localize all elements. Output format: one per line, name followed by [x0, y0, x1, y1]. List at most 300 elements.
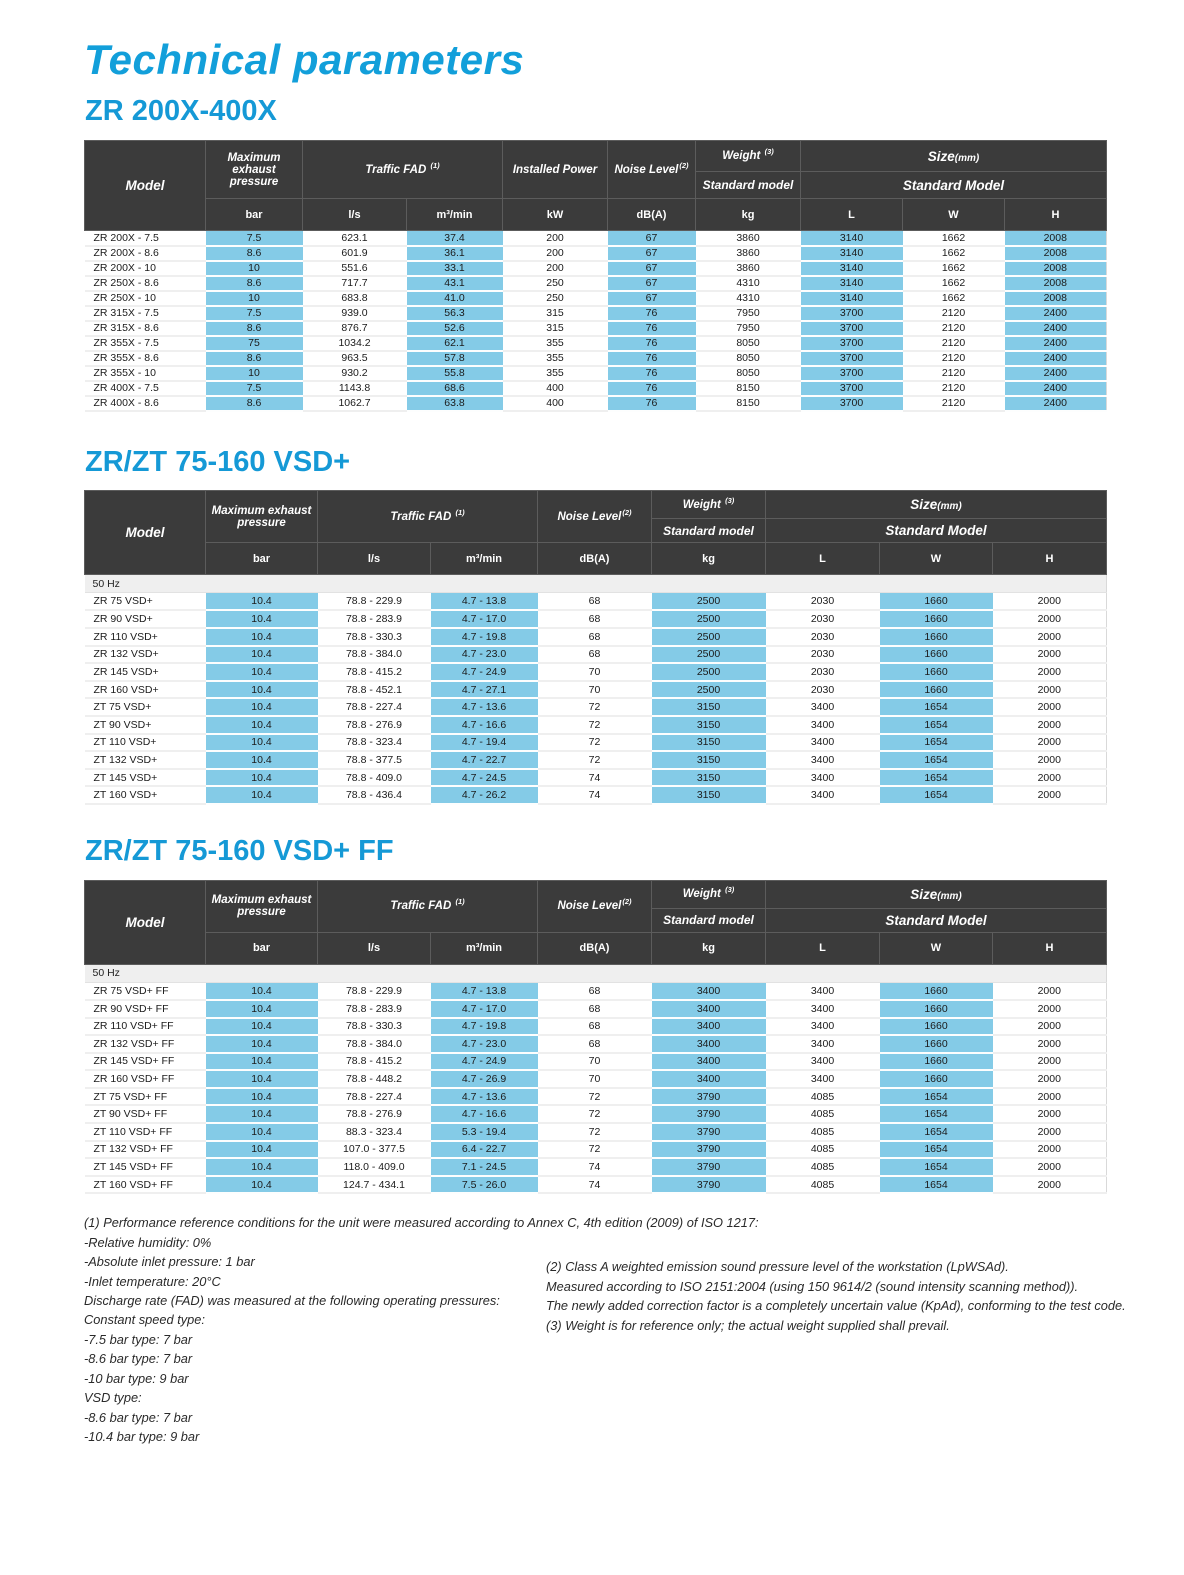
value-cell: 8050	[696, 366, 801, 381]
size-unit-label: (mm)	[954, 152, 980, 164]
frequency-label: 50 Hz	[85, 575, 1107, 593]
value-cell: 3400	[766, 1053, 880, 1071]
frequency-band	[85, 964, 1107, 982]
value-cell: 1660	[880, 1070, 993, 1088]
value-cell: 2400	[1005, 396, 1107, 411]
table-row	[85, 336, 1107, 351]
unit-l: L	[801, 199, 903, 231]
value-cell: 10.4	[206, 734, 318, 752]
value-cell: 10.4	[206, 610, 318, 628]
value-cell: 76	[608, 336, 696, 351]
value-cell: 8050	[696, 351, 801, 366]
value-cell: 4.7 - 22.7	[431, 751, 538, 769]
value-cell: 10	[206, 261, 303, 276]
value-cell: 3790	[652, 1141, 766, 1159]
value-cell: 1662	[903, 276, 1005, 291]
value-cell: 8.6	[206, 321, 303, 336]
footnote-line: (1) Performance reference conditions for the unit were measured according to Annex C, 4th edition (2009) of ISO 1217:	[84, 1215, 759, 1231]
footnote-ref-3: (3)	[764, 147, 774, 157]
value-cell: 963.5	[303, 351, 407, 366]
value-cell: 2400	[1005, 336, 1107, 351]
size-label: Size	[910, 497, 938, 513]
value-cell: 355	[503, 351, 608, 366]
traffic-fad-header	[318, 491, 538, 543]
value-cell: 3150	[652, 769, 766, 787]
footnote-line: -8.6 bar type: 7 bar	[84, 1409, 193, 1425]
value-cell: 10.4	[206, 982, 318, 1000]
table-body	[85, 982, 1107, 1193]
value-cell: 2000	[993, 1018, 1107, 1036]
value-cell: 2030	[766, 610, 880, 628]
footnote-line: VSD type:	[84, 1390, 142, 1406]
value-cell: 78.8 - 330.3	[318, 628, 431, 646]
value-cell: 78.8 - 276.9	[318, 1105, 431, 1123]
value-cell: 1660	[880, 1053, 993, 1071]
value-cell: 2500	[652, 681, 766, 699]
footnote-ref-3: (3)	[725, 885, 735, 895]
value-cell: 3150	[652, 734, 766, 752]
value-cell: 355	[503, 366, 608, 381]
value-cell: 4.7 - 17.0	[431, 1000, 538, 1018]
traffic-fad-label: Traffic FAD	[390, 510, 452, 523]
value-cell: 10	[206, 291, 303, 306]
value-cell: 10.4	[206, 1123, 318, 1141]
section-title-zrzt-75-160-vsd-ff: ZR/ZT 75-160 VSD+ FF	[85, 835, 394, 868]
value-cell: 67	[608, 246, 696, 261]
value-cell: 10.4	[206, 628, 318, 646]
unit-dba: dB(A)	[608, 199, 696, 231]
model-cell: ZR 200X - 7.5	[85, 231, 206, 246]
value-cell: 1660	[880, 628, 993, 646]
model-cell: ZR 145 VSD+	[85, 663, 206, 681]
unit-kg: kg	[652, 543, 766, 575]
value-cell: 7.1 - 24.5	[431, 1158, 538, 1176]
value-cell: 1654	[880, 786, 993, 804]
weight-label: Weight	[682, 888, 721, 901]
value-cell: 2030	[766, 593, 880, 611]
value-cell: 10.4	[206, 1176, 318, 1194]
value-cell: 7950	[696, 306, 801, 321]
value-cell: 8.6	[206, 351, 303, 366]
value-cell: 3140	[801, 261, 903, 276]
value-cell: 1660	[880, 1000, 993, 1018]
model-cell: ZT 110 VSD+	[85, 734, 206, 752]
value-cell: 2500	[652, 593, 766, 611]
value-cell: 4.7 - 16.6	[431, 716, 538, 734]
value-cell: 3400	[766, 982, 880, 1000]
value-cell: 74	[538, 1158, 652, 1176]
value-cell: 1660	[880, 1035, 993, 1053]
weight-standard-model-header: Standard model	[652, 908, 766, 932]
value-cell: 4.7 - 13.6	[431, 698, 538, 716]
model-cell: ZT 160 VSD+ FF	[85, 1176, 206, 1194]
value-cell: 3790	[652, 1123, 766, 1141]
value-cell: 68	[538, 982, 652, 1000]
value-cell: 1654	[880, 734, 993, 752]
value-cell: 10.4	[206, 1088, 318, 1106]
value-cell: 70	[538, 1053, 652, 1071]
value-cell: 78.8 - 283.9	[318, 1000, 431, 1018]
value-cell: 78.8 - 452.1	[318, 681, 431, 699]
value-cell: 601.9	[303, 246, 407, 261]
value-cell: 3400	[766, 1018, 880, 1036]
unit-w: W	[903, 199, 1005, 231]
value-cell: 3140	[801, 231, 903, 246]
value-cell: 4.7 - 24.5	[431, 769, 538, 787]
value-cell: 78.8 - 415.2	[318, 1053, 431, 1071]
value-cell: 10.4	[206, 1158, 318, 1176]
footnote-line: -Relative humidity: 0%	[84, 1234, 212, 1250]
model-cell: ZR 315X - 7.5	[85, 306, 206, 321]
value-cell: 3400	[766, 698, 880, 716]
value-cell: 3150	[652, 786, 766, 804]
value-cell: 78.8 - 276.9	[318, 716, 431, 734]
model-cell: ZR 160 VSD+ FF	[85, 1070, 206, 1088]
model-cell: ZR 145 VSD+ FF	[85, 1053, 206, 1071]
value-cell: 3700	[801, 306, 903, 321]
footnote-line: -8.6 bar type: 7 bar	[84, 1351, 193, 1367]
traffic-fad-header	[318, 880, 538, 932]
table-row	[85, 261, 1107, 276]
value-cell: 67	[608, 231, 696, 246]
value-cell: 1662	[903, 261, 1005, 276]
traffic-fad-header	[303, 141, 503, 199]
value-cell: 3860	[696, 246, 801, 261]
model-cell: ZR 355X - 10	[85, 366, 206, 381]
value-cell: 4.7 - 13.6	[431, 1088, 538, 1106]
value-cell: 68	[538, 628, 652, 646]
value-cell: 76	[608, 306, 696, 321]
value-cell: 4310	[696, 276, 801, 291]
value-cell: 2500	[652, 663, 766, 681]
value-cell: 4.7 - 24.9	[431, 1053, 538, 1071]
unit-dba: dB(A)	[538, 543, 652, 575]
value-cell: 1654	[880, 698, 993, 716]
footnote-line: -Inlet temperature: 20°C	[84, 1273, 221, 1289]
value-cell: 2120	[903, 366, 1005, 381]
value-cell: 68	[538, 1035, 652, 1053]
units-row	[85, 199, 1107, 231]
value-cell: 551.6	[303, 261, 407, 276]
value-cell: 7.5	[206, 306, 303, 321]
value-cell: 3400	[766, 1000, 880, 1018]
value-cell: 2000	[993, 1141, 1107, 1159]
value-cell: 3700	[801, 396, 903, 411]
value-cell: 3400	[652, 1070, 766, 1088]
noise-level-label: Noise Level	[557, 510, 622, 523]
weight-standard-model-header: Standard model	[696, 172, 801, 199]
model-cell: ZR 90 VSD+	[85, 610, 206, 628]
value-cell: 10.4	[206, 1141, 318, 1159]
value-cell: 5.3 - 19.4	[431, 1123, 538, 1141]
value-cell: 52.6	[407, 321, 503, 336]
value-cell: 2000	[993, 628, 1107, 646]
value-cell: 118.0 - 409.0	[318, 1158, 431, 1176]
value-cell: 4.7 - 17.0	[431, 610, 538, 628]
value-cell: 76	[608, 321, 696, 336]
table-row	[85, 716, 1107, 734]
value-cell: 3700	[801, 321, 903, 336]
value-cell: 3140	[801, 276, 903, 291]
value-cell: 8150	[696, 381, 801, 396]
frequency-label: 50 Hz	[85, 964, 1107, 982]
value-cell: 2030	[766, 663, 880, 681]
size-label: Size	[927, 148, 955, 164]
value-cell: 10.4	[206, 1070, 318, 1088]
value-cell: 78.8 - 377.5	[318, 751, 431, 769]
model-cell: ZR 250X - 8.6	[85, 276, 206, 291]
page-title: Technical parameters	[84, 36, 525, 83]
spec-table-zrzt-75-160-vsd	[84, 490, 1107, 805]
footnote-line: -7.5 bar type: 7 bar	[84, 1331, 193, 1347]
value-cell: 355	[503, 336, 608, 351]
table-row	[85, 1018, 1107, 1036]
value-cell: 41.0	[407, 291, 503, 306]
value-cell: 8150	[696, 396, 801, 411]
value-cell: 2000	[993, 751, 1107, 769]
value-cell: 10.4	[206, 786, 318, 804]
table-row	[85, 663, 1107, 681]
max-exhaust-pressure-header: Maximum exhaust pressure	[206, 141, 303, 199]
value-cell: 3700	[801, 351, 903, 366]
value-cell: 2008	[1005, 261, 1107, 276]
value-cell: 3700	[801, 366, 903, 381]
value-cell: 10	[206, 366, 303, 381]
unit-w: W	[880, 932, 993, 964]
value-cell: 56.3	[407, 306, 503, 321]
value-cell: 3400	[766, 1035, 880, 1053]
value-cell: 4085	[766, 1158, 880, 1176]
footnote-line: Constant speed type:	[84, 1312, 205, 1328]
size-header	[766, 491, 1107, 519]
weight-header	[652, 491, 766, 519]
model-column-header: Model	[85, 141, 206, 231]
value-cell: 10.4	[206, 751, 318, 769]
value-cell: 4.7 - 27.1	[431, 681, 538, 699]
value-cell: 4085	[766, 1141, 880, 1159]
model-cell: ZT 110 VSD+ FF	[85, 1123, 206, 1141]
value-cell: 1654	[880, 769, 993, 787]
table-row	[85, 593, 1107, 611]
model-cell: ZT 90 VSD+	[85, 716, 206, 734]
model-cell: ZR 90 VSD+ FF	[85, 1000, 206, 1018]
value-cell: 250	[503, 276, 608, 291]
table-row	[85, 1158, 1107, 1176]
value-cell: 78.8 - 323.4	[318, 734, 431, 752]
noise-level-header	[538, 880, 652, 932]
table-row	[85, 351, 1107, 366]
table-row	[85, 276, 1107, 291]
value-cell: 2000	[993, 1105, 1107, 1123]
value-cell: 37.4	[407, 231, 503, 246]
value-cell: 67	[608, 261, 696, 276]
value-cell: 67	[608, 276, 696, 291]
model-cell: ZR 355X - 7.5	[85, 336, 206, 351]
table-row	[85, 291, 1107, 306]
table-row	[85, 698, 1107, 716]
value-cell: 68	[538, 646, 652, 664]
model-cell: ZR 400X - 7.5	[85, 381, 206, 396]
value-cell: 74	[538, 786, 652, 804]
value-cell: 1660	[880, 681, 993, 699]
value-cell: 3140	[801, 246, 903, 261]
value-cell: 200	[503, 261, 608, 276]
model-cell: ZR 75 VSD+	[85, 593, 206, 611]
footnote-ref-2: (2)	[622, 897, 632, 907]
value-cell: 2000	[993, 663, 1107, 681]
value-cell: 74	[538, 1176, 652, 1194]
table-row	[85, 1000, 1107, 1018]
value-cell: 1662	[903, 231, 1005, 246]
value-cell: 2120	[903, 336, 1005, 351]
unit-bar: bar	[206, 932, 318, 964]
value-cell: 67	[608, 291, 696, 306]
value-cell: 2120	[903, 306, 1005, 321]
value-cell: 3860	[696, 261, 801, 276]
table-row	[85, 681, 1107, 699]
value-cell: 72	[538, 1105, 652, 1123]
value-cell: 2000	[993, 716, 1107, 734]
model-column-header: Model	[85, 880, 206, 964]
value-cell: 43.1	[407, 276, 503, 291]
value-cell: 4.7 - 19.8	[431, 628, 538, 646]
value-cell: 3400	[766, 716, 880, 734]
value-cell: 8.6	[206, 396, 303, 411]
value-cell: 78.8 - 330.3	[318, 1018, 431, 1036]
value-cell: 2120	[903, 396, 1005, 411]
value-cell: 57.8	[407, 351, 503, 366]
weight-standard-model-header: Standard model	[652, 519, 766, 543]
value-cell: 74	[538, 769, 652, 787]
noise-level-label: Noise Level	[614, 163, 679, 176]
value-cell: 2000	[993, 1070, 1107, 1088]
value-cell: 70	[538, 1070, 652, 1088]
value-cell: 1654	[880, 1158, 993, 1176]
unit-ls: l/s	[303, 199, 407, 231]
table-row	[85, 628, 1107, 646]
units-row	[85, 932, 1107, 964]
value-cell: 7950	[696, 321, 801, 336]
spec-table-zr200x-400x	[84, 140, 1107, 412]
value-cell: 2000	[993, 681, 1107, 699]
value-cell: 76	[608, 366, 696, 381]
value-cell: 76	[608, 351, 696, 366]
value-cell: 315	[503, 306, 608, 321]
value-cell: 1654	[880, 1105, 993, 1123]
value-cell: 78.8 - 229.9	[318, 982, 431, 1000]
value-cell: 717.7	[303, 276, 407, 291]
value-cell: 1654	[880, 1123, 993, 1141]
size-standard-model-header: Standard Model	[766, 908, 1107, 932]
value-cell: 2000	[993, 982, 1107, 1000]
value-cell: 1654	[880, 751, 993, 769]
model-cell: ZR 110 VSD+	[85, 628, 206, 646]
value-cell: 2400	[1005, 306, 1107, 321]
table-body	[85, 593, 1107, 804]
value-cell: 8050	[696, 336, 801, 351]
value-cell: 3790	[652, 1088, 766, 1106]
table-row	[85, 381, 1107, 396]
table-row	[85, 321, 1107, 336]
max-exhaust-pressure-header: Maximum exhaust pressure	[206, 491, 318, 543]
value-cell: 6.4 - 22.7	[431, 1141, 538, 1159]
model-cell: ZR 200X - 8.6	[85, 246, 206, 261]
value-cell: 2000	[993, 769, 1107, 787]
value-cell: 3790	[652, 1105, 766, 1123]
value-cell: 2008	[1005, 246, 1107, 261]
value-cell: 1662	[903, 291, 1005, 306]
value-cell: 1660	[880, 593, 993, 611]
units-row	[85, 543, 1107, 575]
footnote-ref-1: (1)	[455, 508, 465, 518]
value-cell: 4.7 - 16.6	[431, 1105, 538, 1123]
value-cell: 3400	[652, 1000, 766, 1018]
value-cell: 2400	[1005, 351, 1107, 366]
value-cell: 68.6	[407, 381, 503, 396]
value-cell: 78.8 - 227.4	[318, 698, 431, 716]
table-header	[85, 141, 1107, 231]
footnote-ref-2: (2)	[679, 160, 689, 170]
value-cell: 62.1	[407, 336, 503, 351]
value-cell: 72	[538, 734, 652, 752]
value-cell: 10.4	[206, 1018, 318, 1036]
model-cell: ZR 400X - 8.6	[85, 396, 206, 411]
table-row	[85, 1176, 1107, 1194]
table-row	[85, 734, 1107, 752]
value-cell: 78.8 - 229.9	[318, 593, 431, 611]
header-row-top	[85, 141, 1107, 172]
unit-kw: kW	[503, 199, 608, 231]
footnote-ref-1: (1)	[455, 897, 465, 907]
unit-w: W	[880, 543, 993, 575]
model-cell: ZT 75 VSD+ FF	[85, 1088, 206, 1106]
value-cell: 200	[503, 246, 608, 261]
value-cell: 2400	[1005, 366, 1107, 381]
value-cell: 3150	[652, 698, 766, 716]
value-cell: 3790	[652, 1158, 766, 1176]
header-row-top	[85, 880, 1107, 908]
value-cell: 68	[538, 1018, 652, 1036]
model-cell: ZT 132 VSD+ FF	[85, 1141, 206, 1159]
value-cell: 2000	[993, 1123, 1107, 1141]
value-cell: 1660	[880, 663, 993, 681]
unit-m3min: m³/min	[431, 543, 538, 575]
model-cell: ZT 132 VSD+	[85, 751, 206, 769]
value-cell: 939.0	[303, 306, 407, 321]
value-cell: 2000	[993, 593, 1107, 611]
value-cell: 78.8 - 409.0	[318, 769, 431, 787]
value-cell: 2000	[993, 1035, 1107, 1053]
value-cell: 2500	[652, 646, 766, 664]
unit-h: H	[993, 932, 1107, 964]
value-cell: 1143.8	[303, 381, 407, 396]
model-column-header: Model	[85, 491, 206, 575]
value-cell: 2120	[903, 381, 1005, 396]
value-cell: 72	[538, 698, 652, 716]
value-cell: 3400	[766, 734, 880, 752]
unit-kg: kg	[696, 199, 801, 231]
value-cell: 68	[538, 610, 652, 628]
unit-ls: l/s	[318, 932, 431, 964]
model-cell: ZR 200X - 10	[85, 261, 206, 276]
value-cell: 3700	[801, 336, 903, 351]
value-cell: 4310	[696, 291, 801, 306]
model-cell: ZR 250X - 10	[85, 291, 206, 306]
model-cell: ZT 145 VSD+	[85, 769, 206, 787]
value-cell: 10.4	[206, 716, 318, 734]
value-cell: 36.1	[407, 246, 503, 261]
table-body	[85, 231, 1107, 411]
